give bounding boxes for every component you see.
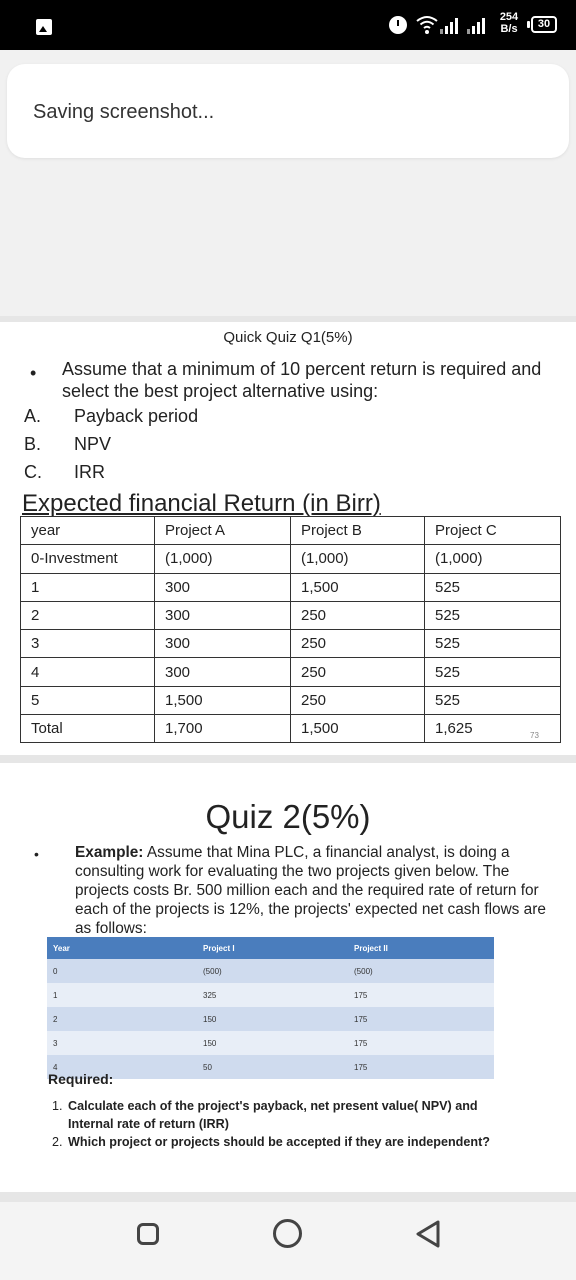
table-cell: 300 <box>155 573 291 601</box>
back-button[interactable] <box>414 1219 442 1249</box>
option-label: NPV <box>74 434 112 454</box>
table-cell: 525 <box>425 573 561 601</box>
table-cell: Total <box>21 715 155 743</box>
table-cell: 300 <box>155 658 291 686</box>
table-cell: 1,700 <box>155 715 291 743</box>
table-header-row <box>47 937 494 959</box>
bullet-icon: • <box>30 363 37 383</box>
table-cell: 525 <box>425 686 561 714</box>
table-cell: 250 <box>291 601 425 629</box>
wifi-icon <box>416 13 438 35</box>
table-header: Project C <box>425 517 561 545</box>
table-cell: 4 <box>47 1055 197 1079</box>
table-cell: 50 <box>197 1055 348 1079</box>
table-cell: 3 <box>21 630 155 658</box>
table-header: year <box>21 517 155 545</box>
home-button[interactable] <box>273 1219 302 1248</box>
table-row <box>47 1007 494 1031</box>
table-cell: (1,000) <box>155 545 291 573</box>
table-row <box>21 545 561 573</box>
table-cell: (500) <box>348 959 494 983</box>
table-row <box>47 1055 494 1079</box>
slide-divider <box>0 1192 576 1202</box>
status-bar <box>0 0 576 50</box>
table-cell: 1 <box>47 983 197 1007</box>
table-cell: (500) <box>197 959 348 983</box>
table-cell: 525 <box>425 601 561 629</box>
table-cell: (1,000) <box>291 545 425 573</box>
table-header: Project B <box>291 517 425 545</box>
alarm-icon <box>389 16 407 34</box>
required-item <box>52 1097 522 1133</box>
slide2-title: Quiz 2(5%) <box>205 798 371 835</box>
table-cell: 1,625 <box>425 715 561 743</box>
table-row <box>21 630 561 658</box>
table-cell: 0-Investment <box>21 545 155 573</box>
table-cell: 150 <box>197 1007 348 1031</box>
required-number: 2. <box>52 1135 63 1149</box>
table-cell: 250 <box>291 658 425 686</box>
required-text: Calculate each of the project's payback, net present value( NPV) and Internal rate of return (IRR) <box>68 1099 478 1131</box>
option-letter: A. <box>24 406 42 426</box>
table-cell: 175 <box>348 983 494 1007</box>
required-title: Required: <box>48 1071 114 1087</box>
table-cell: 525 <box>425 658 561 686</box>
required-item <box>52 1133 522 1151</box>
battery-icon <box>531 16 557 33</box>
example-label: Example: <box>75 844 144 861</box>
table-cell: 3 <box>47 1031 197 1055</box>
slide-divider <box>0 316 576 322</box>
table-row <box>47 983 494 1007</box>
cashflow-table <box>47 937 494 1079</box>
table-header: Project A <box>155 517 291 545</box>
network-speed-value: 254 <box>499 11 519 23</box>
table-cell: 300 <box>155 601 291 629</box>
table-header-row <box>21 517 561 545</box>
option-item <box>24 462 105 483</box>
recent-apps-button[interactable] <box>137 1223 159 1245</box>
table-cell: 325 <box>197 983 348 1007</box>
table-row <box>21 715 561 743</box>
toast-text: Saving screenshot... <box>33 101 215 123</box>
slide1-bullet: Assume that a minimum of 10 percent return is required and select the best project alternative using: <box>62 359 542 401</box>
page-number: 73 <box>530 731 539 740</box>
table-cell: 175 <box>348 1031 494 1055</box>
table-cell: 1 <box>21 573 155 601</box>
table-row <box>47 1031 494 1055</box>
table-row <box>21 686 561 714</box>
table-cell: 300 <box>155 630 291 658</box>
table-cell: 250 <box>291 630 425 658</box>
table-header: Project I <box>197 937 348 959</box>
table-row <box>21 658 561 686</box>
table-row <box>21 601 561 629</box>
slide1-heading: Expected financial Return (in Birr) <box>22 490 381 517</box>
signal-icon <box>440 16 466 34</box>
table-header: Project II <box>348 937 494 959</box>
table-cell: 1,500 <box>291 573 425 601</box>
slide-divider <box>0 755 576 763</box>
table-header: Year <box>47 937 197 959</box>
table-cell: 175 <box>348 1007 494 1031</box>
example-text: Assume that Mina PLC, a financial analyst, is doing a consulting work for evaluating the two projects given below. The projects costs Br. 500 million each and the required rate of return for each of the projects is 12%, the projects' expected net cash flows are as follows: <box>75 844 546 937</box>
required-text: Which project or projects should be accepted if they are independent? <box>68 1135 490 1149</box>
table-cell: 150 <box>197 1031 348 1055</box>
screenshot-toast <box>7 64 569 158</box>
table-cell: 0 <box>47 959 197 983</box>
table-cell: 1,500 <box>155 686 291 714</box>
battery-level: 30 <box>537 18 551 30</box>
table-cell: 175 <box>348 1055 494 1079</box>
option-item <box>24 406 198 427</box>
option-letter: C. <box>24 462 42 482</box>
slide2-example <box>75 843 549 938</box>
option-letter: B. <box>24 434 42 454</box>
bullet-icon: • <box>34 846 39 862</box>
table-cell: 2 <box>21 601 155 629</box>
table-row <box>47 959 494 983</box>
table-cell: 5 <box>21 686 155 714</box>
table-cell: 4 <box>21 658 155 686</box>
table-cell: 250 <box>291 686 425 714</box>
signal-icon <box>467 16 493 34</box>
table-row <box>21 573 561 601</box>
screenshot-thumbnail-icon[interactable] <box>36 19 52 35</box>
table-cell: 525 <box>425 630 561 658</box>
table-cell: 1,500 <box>291 715 425 743</box>
returns-table <box>20 516 561 743</box>
network-speed <box>496 11 522 35</box>
option-label: Payback period <box>74 406 199 426</box>
slide1-title: Quick Quiz Q1(5%) <box>223 329 353 346</box>
required-number: 1. <box>52 1099 63 1113</box>
option-label: IRR <box>74 462 105 482</box>
network-speed-unit: B/s <box>500 23 518 35</box>
table-cell: 2 <box>47 1007 197 1031</box>
table-cell: (1,000) <box>425 545 561 573</box>
option-item <box>24 434 111 455</box>
